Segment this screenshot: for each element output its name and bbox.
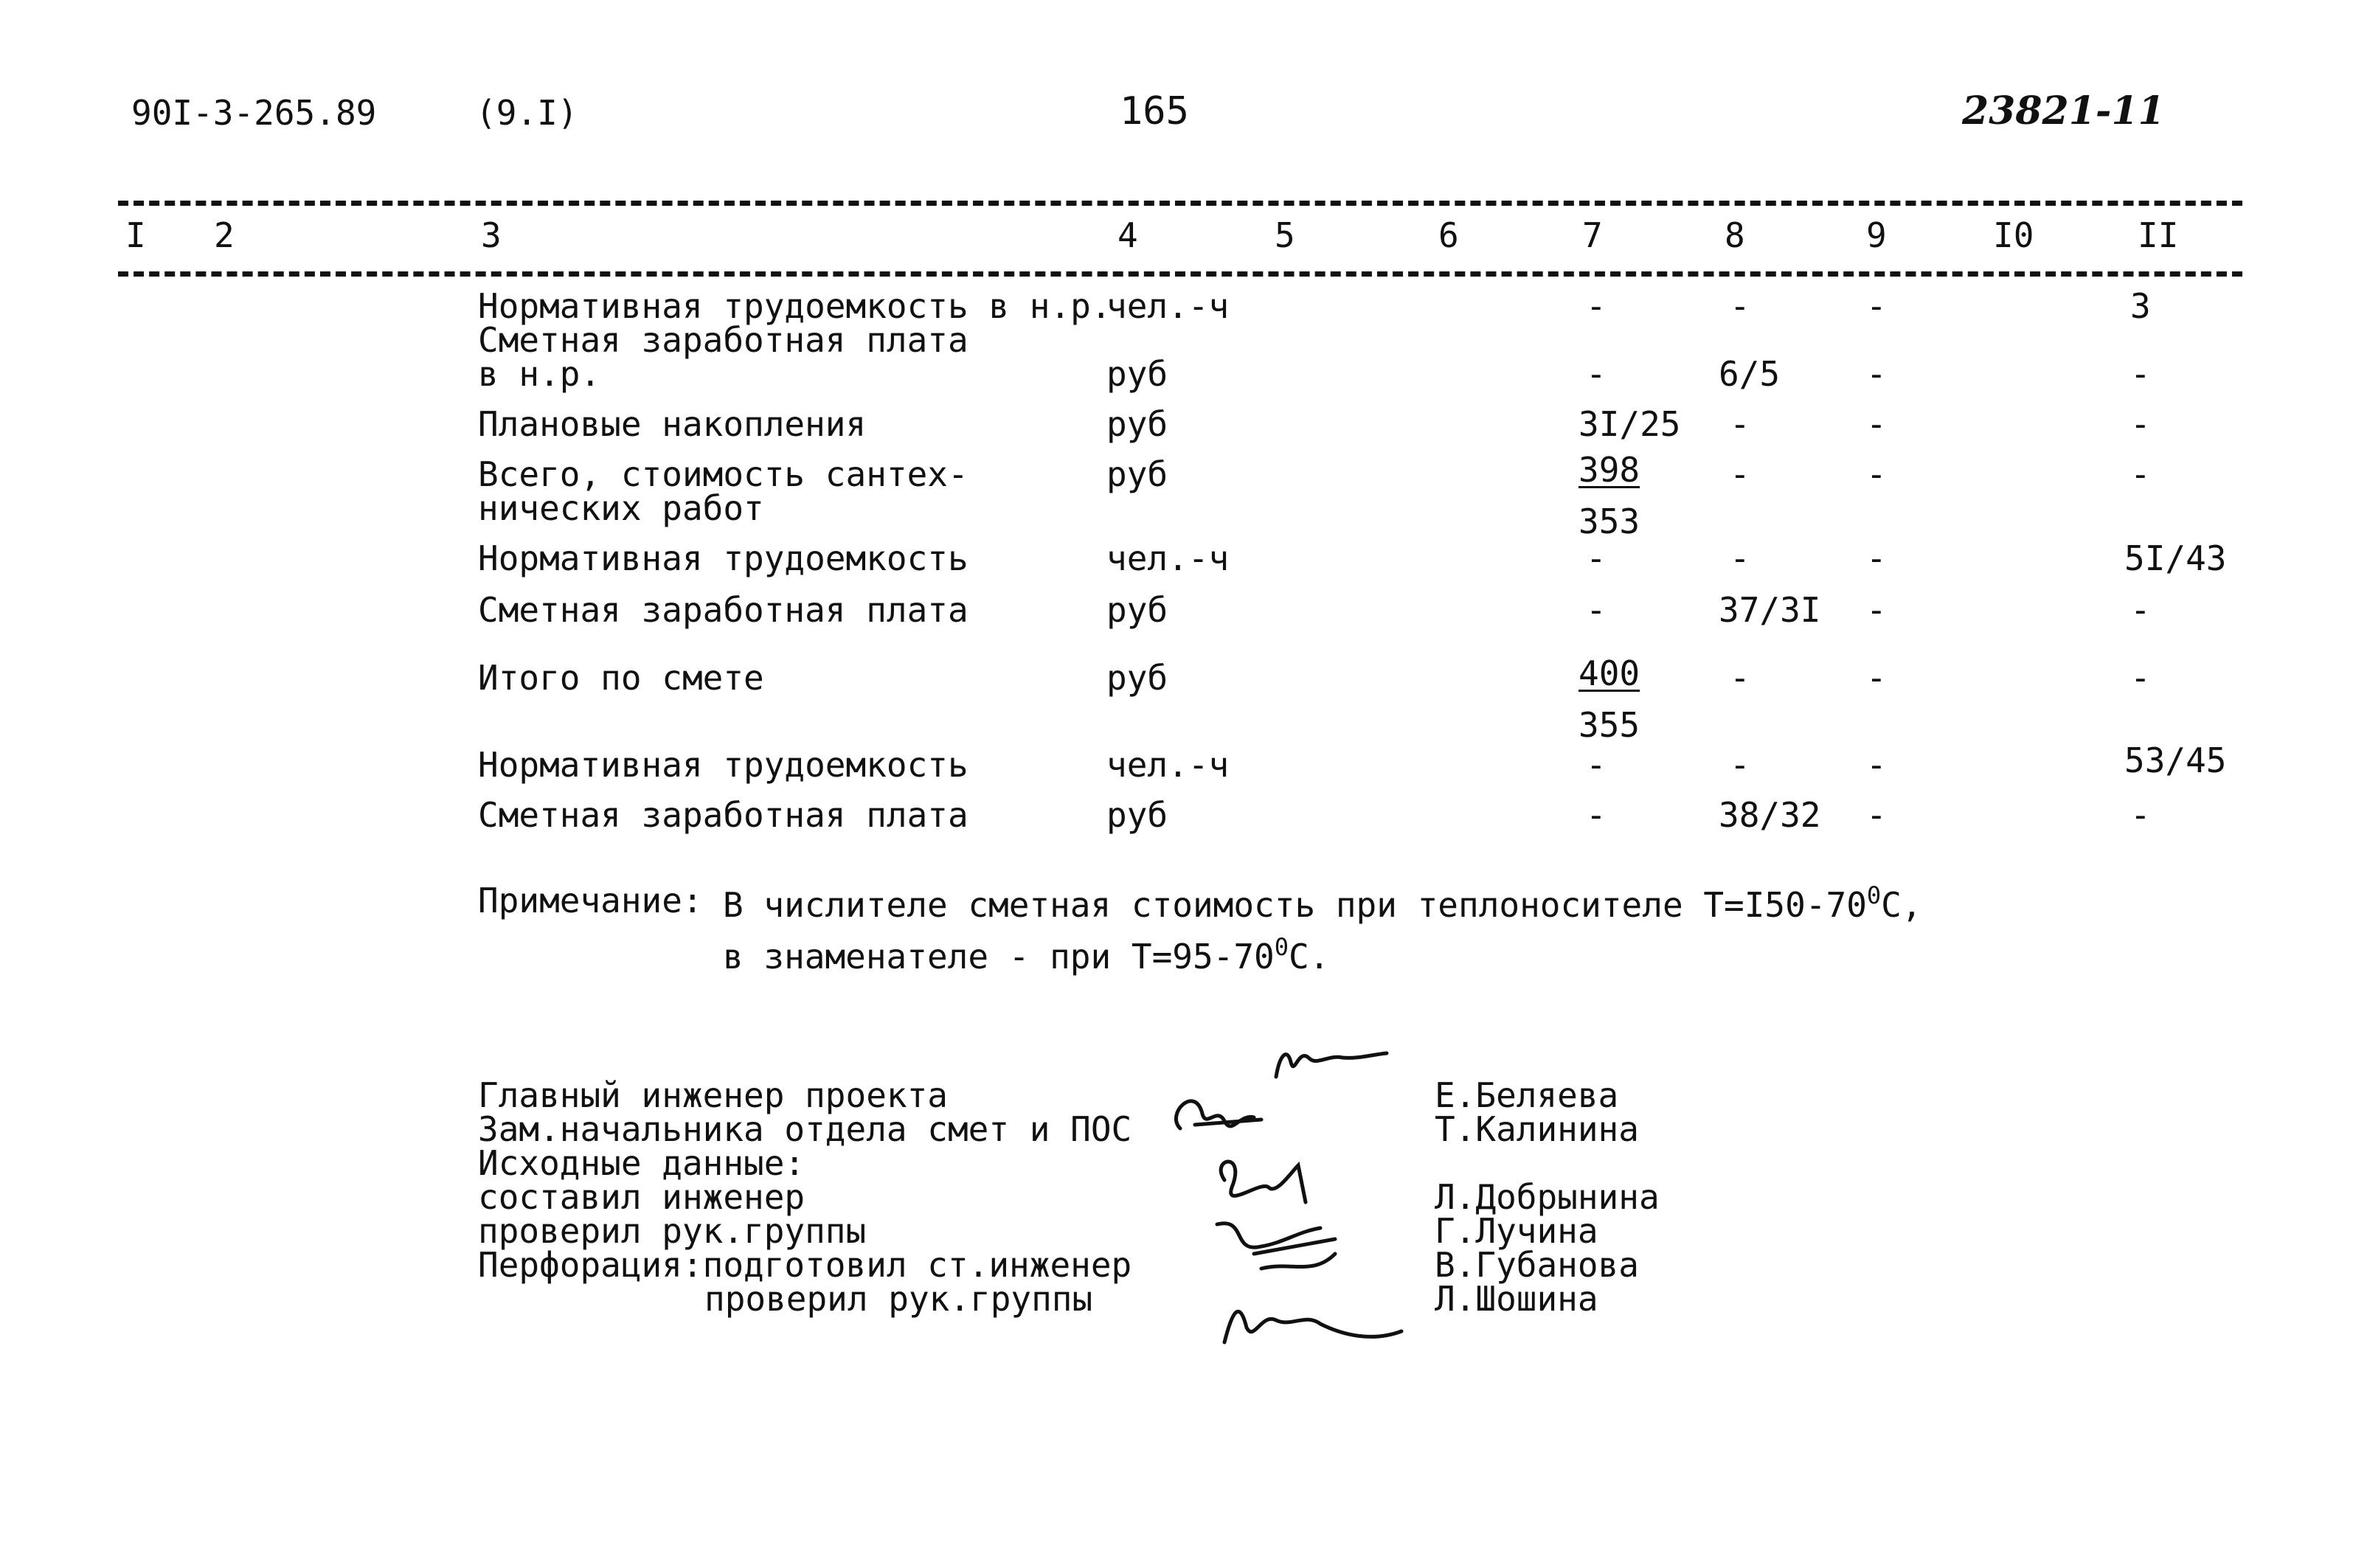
cell-col9: - — [1866, 590, 1887, 630]
cell-col7-denominator: 353 — [1579, 502, 1640, 541]
role-label: Перфорация:подготовил ст.инженер — [478, 1245, 1132, 1285]
cell-col7-numerator: 398 — [1579, 450, 1640, 490]
row-unit: руб — [1106, 658, 1168, 698]
role-label: Главный инженер проекта — [478, 1075, 948, 1115]
person-name: В.Губанова — [1435, 1245, 1639, 1285]
cell-col8: - — [1730, 404, 1750, 444]
note-line-2 — [723, 935, 1329, 974]
note-line-1-text: В числителе сметная стоимость при теплоносителе Т=I50-70 — [723, 885, 1867, 925]
column-number: 3 — [481, 215, 502, 255]
row-label: Нормативная трудоемкость — [478, 538, 968, 578]
column-number: 9 — [1866, 215, 1887, 255]
person-name: Л.Добрынина — [1435, 1177, 1660, 1217]
row-label: Сметная заработная плата — [478, 590, 968, 630]
row-label-continued: нических работ — [478, 488, 764, 528]
signature-3 — [1221, 1162, 1306, 1202]
cell-col7-denominator: 355 — [1579, 705, 1640, 745]
cell-col8: 37/3I — [1719, 590, 1821, 630]
row-label: Сметная заработная плата — [478, 795, 968, 835]
note-label: Примечание: — [478, 881, 703, 920]
signature-1 — [1276, 1053, 1387, 1077]
person-name: Г.Лучина — [1435, 1211, 1598, 1251]
note-line-2-unit: С. — [1289, 937, 1330, 976]
table-header-rule — [118, 271, 2242, 277]
cell-col11: 5I/43 — [2124, 538, 2227, 578]
cell-col11: - — [2130, 658, 2151, 698]
row-label: Сметная заработная плата — [478, 320, 968, 360]
page-number: 165 — [1120, 89, 1189, 133]
cell-col7-numerator: 400 — [1579, 653, 1640, 693]
signature-2 — [1176, 1101, 1261, 1128]
cell-col11: - — [2130, 404, 2151, 444]
row-unit: руб — [1106, 454, 1168, 494]
cell-col9: - — [1866, 658, 1887, 698]
cell-col11: - — [2130, 354, 2151, 394]
row-label: Всего, стоимость сантех- — [478, 454, 968, 494]
person-name: Т.Калинина — [1435, 1109, 1639, 1149]
column-number: 7 — [1582, 215, 1603, 255]
person-name: Л.Шошина — [1435, 1279, 1598, 1319]
row-unit: чел.-ч — [1106, 745, 1230, 785]
cell-col7: - — [1586, 795, 1607, 835]
cell-col7: - — [1586, 354, 1607, 394]
row-label: Нормативная трудоемкость в н.р. — [478, 286, 1112, 326]
column-number: II — [2138, 215, 2179, 255]
column-number: 6 — [1438, 215, 1459, 255]
note-line-1 — [723, 881, 1922, 925]
signature-4 — [1217, 1224, 1335, 1269]
cell-col7: - — [1586, 538, 1607, 578]
cell-col7: 3I/25 — [1579, 404, 1681, 444]
row-unit: руб — [1106, 404, 1168, 444]
row-unit: чел.-ч — [1106, 286, 1230, 326]
cell-col7: - — [1586, 590, 1607, 630]
document-code: 90I-3-265.89 — [131, 93, 377, 133]
role-label: Исходные данные: — [478, 1143, 805, 1183]
row-unit: руб — [1106, 795, 1168, 835]
cell-col9: - — [1866, 354, 1887, 394]
role-label: составил инженер — [478, 1177, 805, 1217]
cell-col9: - — [1866, 795, 1887, 835]
row-unit: руб — [1106, 590, 1168, 630]
cell-col9: - — [1866, 454, 1887, 494]
cell-col9: - — [1866, 745, 1887, 785]
cell-col8: - — [1730, 658, 1750, 698]
cell-col11: - — [2130, 454, 2151, 494]
cell-col8: - — [1730, 745, 1750, 785]
cell-col8: 6/5 — [1719, 354, 1781, 394]
cell-col11: - — [2130, 590, 2151, 630]
cell-col11: 53/45 — [2124, 740, 2227, 780]
cell-col9: - — [1866, 286, 1887, 326]
cell-col8: - — [1730, 286, 1750, 326]
table-top-rule — [118, 201, 2242, 206]
cell-col11: - — [2130, 795, 2151, 835]
signature-5 — [1224, 1311, 1401, 1342]
cell-col8: - — [1730, 538, 1750, 578]
row-label: Нормативная трудоемкость — [478, 745, 968, 785]
column-number: I — [125, 215, 146, 255]
cell-col7: - — [1586, 745, 1607, 785]
person-name: Е.Беляева — [1435, 1075, 1619, 1115]
role-label: Зам.начальника отдела смет и ПОС — [478, 1109, 1132, 1149]
row-unit: чел.-ч — [1106, 538, 1230, 578]
column-number: 2 — [214, 215, 235, 255]
role-label: проверил рук.группы — [478, 1211, 867, 1251]
row-label: Плановые накопления — [478, 404, 867, 444]
cell-col9: - — [1866, 404, 1887, 444]
column-number: 8 — [1725, 215, 1745, 255]
column-number: 5 — [1275, 215, 1295, 255]
row-label-continued: в н.р. — [478, 354, 601, 394]
role-label: проверил рук.группы — [704, 1279, 1093, 1319]
cell-col7: - — [1586, 286, 1607, 326]
section-number: (9.I) — [476, 93, 578, 133]
row-label: Итого по смете — [478, 658, 764, 698]
archive-number: 23821-11 — [1962, 89, 2165, 133]
note-line-1-unit: С, — [1881, 885, 1922, 925]
cell-col8: 38/32 — [1719, 795, 1821, 835]
degree-mark: 0 — [1274, 933, 1289, 961]
column-number: 4 — [1117, 215, 1138, 255]
handwritten-signatures — [1151, 1033, 1431, 1357]
note-line-2-text: в знаменателе - при Т=95-70 — [723, 937, 1275, 976]
column-number: I0 — [1993, 215, 2034, 255]
row-unit: руб — [1106, 354, 1168, 394]
degree-mark: 0 — [1866, 881, 1882, 909]
cell-col9: - — [1866, 538, 1887, 578]
cell-col11: 3 — [2130, 286, 2151, 326]
cell-col8: - — [1730, 454, 1750, 494]
